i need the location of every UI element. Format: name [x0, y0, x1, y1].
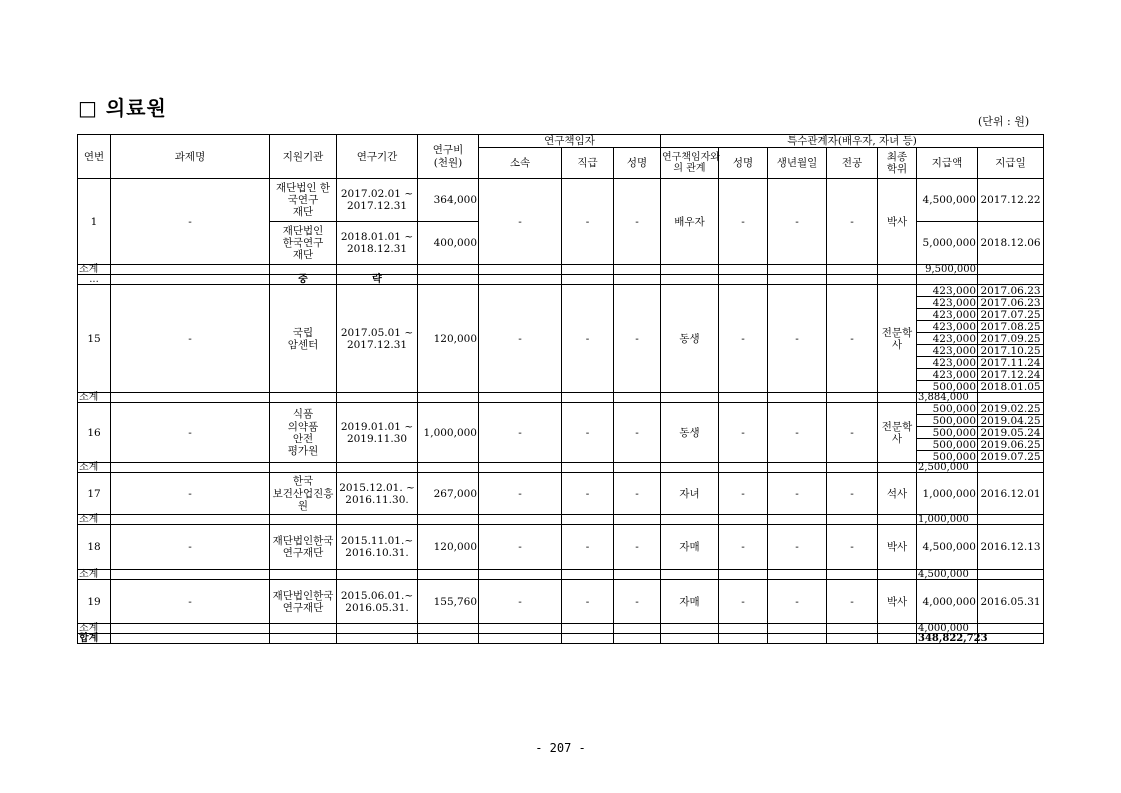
payment-amount: 423,000	[917, 345, 978, 357]
period-end: 2019.11.30	[346, 432, 408, 445]
payment-date: 2019.06.25	[978, 439, 1044, 451]
payment-amount: 500,000	[917, 403, 978, 415]
row-no: 18	[78, 525, 111, 570]
unit-label: (단위 : 원)	[978, 115, 1030, 128]
row-major: -	[827, 285, 878, 393]
row-affiliation: -	[479, 473, 562, 515]
row-birth: -	[768, 403, 827, 463]
payment-amount: 423,000	[917, 333, 978, 345]
agency-line: 연구재단	[282, 547, 324, 560]
row-degree: 박사	[878, 179, 917, 265]
row-name: -	[614, 525, 661, 570]
row-affiliation: -	[479, 403, 562, 463]
header-relation-line2: 의 관계	[673, 163, 706, 175]
table-row	[78, 580, 1044, 624]
agency-line: 재단	[292, 206, 314, 219]
agency-line: 보건산업진흥	[272, 487, 334, 500]
row-funding: 267,000	[418, 473, 479, 515]
degree-line: 전문학	[881, 420, 913, 433]
period-start: 2015.12.01. ~	[339, 481, 415, 494]
subtotal-amount: 2,500,000	[917, 463, 978, 473]
row-no: 17	[78, 473, 111, 515]
row-pay-date: 2016.12.01	[978, 473, 1044, 515]
row-agency	[270, 580, 337, 624]
row-position: -	[562, 580, 614, 624]
header-pay-date: 지급일	[978, 148, 1044, 179]
agency-line: 재단	[292, 249, 314, 262]
ellipsis: ...	[78, 275, 111, 285]
table-row	[78, 285, 1044, 297]
row-amount: 1,000,000	[917, 473, 978, 515]
row-no: 16	[78, 403, 111, 463]
subtotal-amount: 4,500,000	[917, 570, 978, 580]
row-position: -	[562, 525, 614, 570]
header-relation	[661, 148, 719, 179]
row-major: -	[827, 580, 878, 624]
row-major: -	[827, 179, 878, 265]
row-name: -	[614, 580, 661, 624]
header-funding-line2: (천원)	[433, 156, 463, 169]
subtotal-row	[78, 463, 1044, 473]
row-funding: 364,000	[418, 179, 479, 222]
period-end: 2016.05.31.	[345, 601, 409, 614]
row-period	[337, 222, 418, 265]
row-no: 19	[78, 580, 111, 624]
row-major: -	[827, 403, 878, 463]
agency-line: 암센터	[287, 338, 319, 351]
row-pay-date: 2017.12.22	[978, 179, 1044, 222]
row-rel-name: -	[719, 285, 768, 393]
omitted-row	[78, 275, 1044, 285]
payment-date: 2017.12.24	[978, 369, 1044, 381]
row-position: -	[562, 179, 614, 265]
row-period	[337, 473, 418, 515]
agency-line: 평가원	[287, 444, 319, 457]
header-major: 전공	[827, 148, 878, 179]
period-end: 2018.12.31	[346, 243, 408, 256]
row-funding: 120,000	[418, 525, 479, 570]
payment-date: 2018.01.05	[978, 381, 1044, 393]
header-year: 연번	[78, 135, 111, 179]
row-relation: 배우자	[661, 179, 719, 265]
payment-amount: 500,000	[917, 451, 978, 463]
row-relation: 자녀	[661, 473, 719, 515]
header-birth: 생년월일	[768, 148, 827, 179]
period-start: 2017.05.01 ~	[340, 326, 414, 339]
row-name: -	[614, 473, 661, 515]
header-period: 연구기간	[337, 135, 418, 179]
subtotal-amount: 1,000,000	[917, 515, 978, 525]
row-major: -	[827, 525, 878, 570]
degree-line: 전문학	[881, 326, 913, 339]
subtotal-label: 소계	[78, 393, 111, 403]
agency-line: 연구재단	[282, 601, 324, 614]
subtotal-label: 소계	[78, 624, 111, 634]
row-position: -	[562, 403, 614, 463]
payment-amount: 423,000	[917, 297, 978, 309]
omitted-mark-1: 중	[270, 275, 337, 285]
subtotal-label: 소계	[78, 265, 111, 275]
row-birth: -	[768, 285, 827, 393]
row-rel-name: -	[719, 473, 768, 515]
row-agency	[270, 525, 337, 570]
period-end: 2017.12.31	[346, 338, 408, 351]
row-period	[337, 403, 418, 463]
agency-line: 한국	[292, 475, 314, 488]
header-funding	[418, 135, 479, 179]
row-amount: 4,500,000	[917, 525, 978, 570]
period-end: 2017.12.31	[346, 200, 408, 213]
agency-line: 재단법인한국	[272, 589, 334, 602]
row-relation: 자매	[661, 525, 719, 570]
row-no: 15	[78, 285, 111, 393]
agency-line: 재단법인한국	[272, 535, 334, 547]
row-position: -	[562, 285, 614, 393]
row-amount: 4,000,000	[917, 580, 978, 624]
payment-date: 2017.08.25	[978, 321, 1044, 333]
payment-date: 2017.06.23	[978, 285, 1044, 297]
row-relation: 자매	[661, 580, 719, 624]
row-project: -	[111, 473, 270, 515]
subtotal-row	[78, 570, 1044, 580]
row-relation: 동생	[661, 403, 719, 463]
payment-amount: 500,000	[917, 381, 978, 393]
agency-line: 안전	[292, 432, 314, 445]
payment-date: 2019.04.25	[978, 415, 1044, 427]
header-relation-line1: 연구책임자와	[662, 151, 720, 163]
agency-line: 재단법인 한	[275, 181, 331, 194]
table-row	[78, 179, 1044, 222]
period-start: 2015.06.01.~	[340, 589, 414, 602]
row-affiliation: -	[479, 285, 562, 393]
row-project: -	[111, 403, 270, 463]
row-birth: -	[768, 179, 827, 265]
row-rel-name: -	[719, 525, 768, 570]
degree-line: 사	[891, 338, 903, 351]
degree-line: 사	[891, 432, 903, 445]
row-agency	[270, 403, 337, 463]
subtotal-row	[78, 265, 1044, 275]
header-name: 성명	[614, 148, 661, 179]
payment-amount: 423,000	[917, 321, 978, 333]
row-pay-date: 2018.12.06	[978, 222, 1044, 265]
agency-line: 식품	[292, 408, 314, 421]
row-rel-name: -	[719, 580, 768, 624]
agency-line: 한국연구	[282, 237, 324, 250]
row-period	[337, 179, 418, 222]
row-degree	[878, 403, 917, 463]
header-amount: 지급액	[917, 148, 978, 179]
row-amount: 5,000,000	[917, 222, 978, 265]
period-start: 2018.01.01 ~	[340, 231, 414, 243]
table-row	[78, 473, 1044, 515]
agency-line: 의약품	[287, 420, 319, 433]
row-birth: -	[768, 525, 827, 570]
agency-line: 국립	[292, 326, 314, 339]
row-no: 1	[78, 179, 111, 265]
row-pay-date: 2016.05.31	[978, 580, 1044, 624]
header-related-group: 특수관계자(배우자, 자녀 등)	[661, 135, 1044, 148]
header-degree-line2: 학위	[886, 163, 908, 176]
payment-date: 2019.02.25	[978, 403, 1044, 415]
agency-line: 국연구	[287, 194, 319, 207]
subtotal-amount: 9,500,000	[917, 265, 978, 275]
row-project: -	[111, 525, 270, 570]
row-project: -	[111, 179, 270, 265]
row-position: -	[562, 473, 614, 515]
row-agency	[270, 473, 337, 515]
row-period	[337, 525, 418, 570]
header-funding-line1: 연구비	[432, 144, 464, 157]
subtotal-row	[78, 393, 1044, 403]
payment-amount: 500,000	[917, 439, 978, 451]
row-relation: 동생	[661, 285, 719, 393]
row-name: -	[614, 285, 661, 393]
row-degree: 박사	[878, 580, 917, 624]
payment-date: 2017.10.25	[978, 345, 1044, 357]
header-rel-name: 성명	[719, 148, 768, 179]
row-period	[337, 580, 418, 624]
period-start: 2015.11.01.~	[340, 535, 414, 547]
payment-date: 2017.09.25	[978, 333, 1044, 345]
row-degree: 석사	[878, 473, 917, 515]
period-end: 2016.11.30.	[345, 493, 409, 506]
header-affiliation: 소속	[479, 148, 562, 179]
header-project: 과제명	[111, 135, 270, 179]
row-rel-name: -	[719, 179, 768, 265]
row-agency	[270, 179, 337, 222]
page-number: - 207 -	[535, 741, 586, 755]
period-start: 2017.02.01 ~	[340, 188, 414, 200]
table-row	[78, 525, 1044, 570]
header-agency: 지원기관	[270, 135, 337, 179]
payment-amount: 423,000	[917, 285, 978, 297]
row-funding: 400,000	[418, 222, 479, 265]
row-funding: 120,000	[418, 285, 479, 393]
period-start: 2019.01.01 ~	[340, 420, 414, 433]
row-project: -	[111, 285, 270, 393]
subtotal-amount: 3,884,000	[917, 393, 978, 403]
row-funding: 155,760	[418, 580, 479, 624]
row-agency	[270, 285, 337, 393]
table-row	[78, 403, 1044, 415]
subtotal-amount: 4,000,000	[917, 624, 978, 634]
row-birth: -	[768, 473, 827, 515]
row-rel-name: -	[719, 403, 768, 463]
payment-amount: 500,000	[917, 415, 978, 427]
page-title: □ 의료원	[78, 96, 167, 120]
payment-date: 2017.11.24	[978, 357, 1044, 369]
row-project: -	[111, 580, 270, 624]
agency-line: 재단법인	[282, 224, 324, 237]
grand-total-amount: 348,822,723	[918, 633, 988, 645]
payment-amount: 500,000	[917, 427, 978, 439]
row-period	[337, 285, 418, 393]
omitted-mark-2: 략	[337, 275, 418, 285]
subtotal-label: 소계	[78, 463, 111, 473]
row-amount: 4,500,000	[917, 179, 978, 222]
row-birth: -	[768, 580, 827, 624]
payment-amount: 423,000	[917, 369, 978, 381]
row-affiliation: -	[479, 179, 562, 265]
payment-date: 2019.05.24	[978, 427, 1044, 439]
grand-total-row	[78, 634, 1044, 644]
row-name: -	[614, 403, 661, 463]
subtotal-row	[78, 515, 1044, 525]
grand-total-label: 합계	[78, 634, 111, 644]
payment-date: 2017.06.23	[978, 297, 1044, 309]
subtotal-label: 소계	[78, 515, 111, 525]
payment-date: 2017.07.25	[978, 309, 1044, 321]
header-position: 직급	[562, 148, 614, 179]
row-degree: 박사	[878, 525, 917, 570]
row-affiliation: -	[479, 580, 562, 624]
agency-line: 원	[297, 499, 309, 512]
row-major: -	[827, 473, 878, 515]
row-pay-date: 2016.12.13	[978, 525, 1044, 570]
header-degree	[878, 148, 917, 179]
period-end: 2016.10.31.	[345, 547, 409, 560]
payment-amount: 423,000	[917, 357, 978, 369]
row-affiliation: -	[479, 525, 562, 570]
row-name: -	[614, 179, 661, 265]
payment-table	[77, 134, 1044, 644]
payment-amount: 423,000	[917, 309, 978, 321]
subtotal-row	[78, 624, 1044, 634]
header-degree-line1: 최종	[886, 151, 908, 163]
subtotal-label: 소계	[78, 570, 111, 580]
row-funding: 1,000,000	[418, 403, 479, 463]
row-agency	[270, 222, 337, 265]
header-row-1	[78, 135, 1044, 148]
header-pi-group: 연구책임자	[479, 135, 661, 148]
payment-date: 2019.07.25	[978, 451, 1044, 463]
row-degree	[878, 285, 917, 393]
